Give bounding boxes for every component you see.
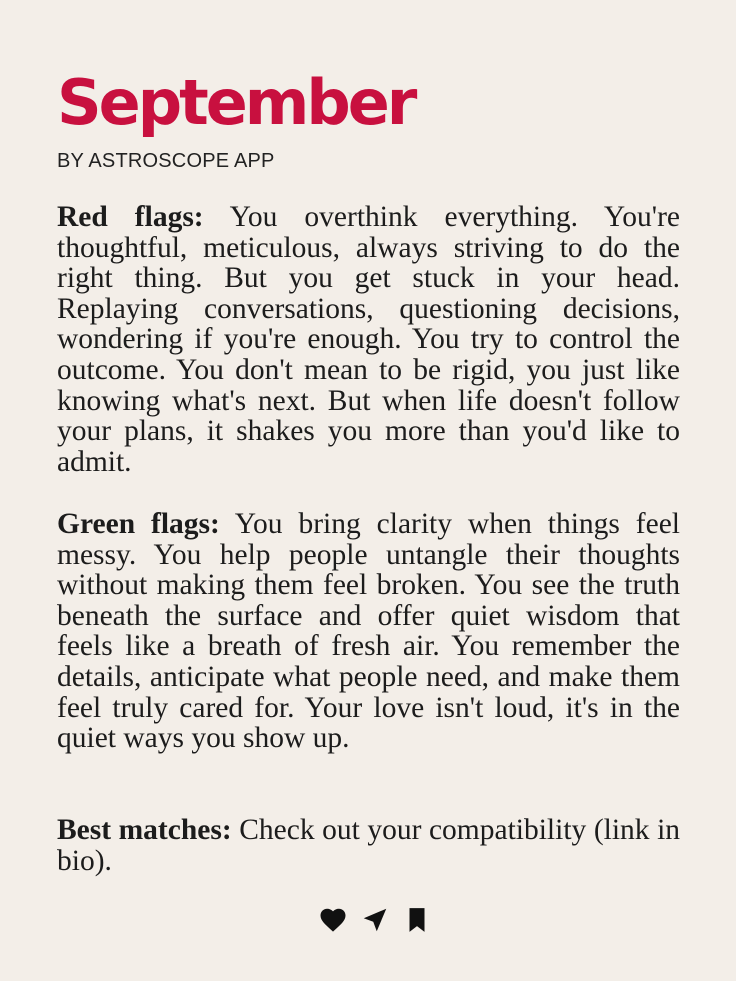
green-flags-text: You bring clarity when things feel messy. You help people untangle their thoughts without making them feel broken. You see the truth beneath the surface and offer quiet wisdom that feels like a breath of fresh air. You remember the details, anticipate what people need, and make them feel truly cared for. Your love isn't loud, it's in the quiet ways you show up. <box>57 508 680 755</box>
green-flags-section <box>57 509 680 754</box>
best-matches-section <box>57 815 680 876</box>
byline: BY ASTROSCOPE APP <box>57 150 275 172</box>
green-flags-label: Green flags: <box>57 508 220 540</box>
red-flags-section <box>57 202 680 477</box>
heart-icon[interactable] <box>318 905 348 935</box>
best-matches-label: Best matches: <box>57 814 232 846</box>
action-bar <box>318 904 432 936</box>
best-matches-text: Check out your compatibility (link in bio). <box>57 814 681 877</box>
red-flags-label: Red flags: <box>57 201 204 233</box>
send-icon[interactable] <box>360 905 390 935</box>
page-title: September <box>57 66 415 139</box>
red-flags-text: You overthink everything. You're thoughtful, meticulous, always striving to do the right thing. But you get stuck in your head. Replaying conversations, questioning decisions, wondering if you're enough. You try to control the outcome. You don't mean to be rigid, you just like knowing what's next. But when life doesn't follow your plans, it shakes you more than you'd like to admit. <box>57 201 680 478</box>
bookmark-icon[interactable] <box>402 905 432 935</box>
